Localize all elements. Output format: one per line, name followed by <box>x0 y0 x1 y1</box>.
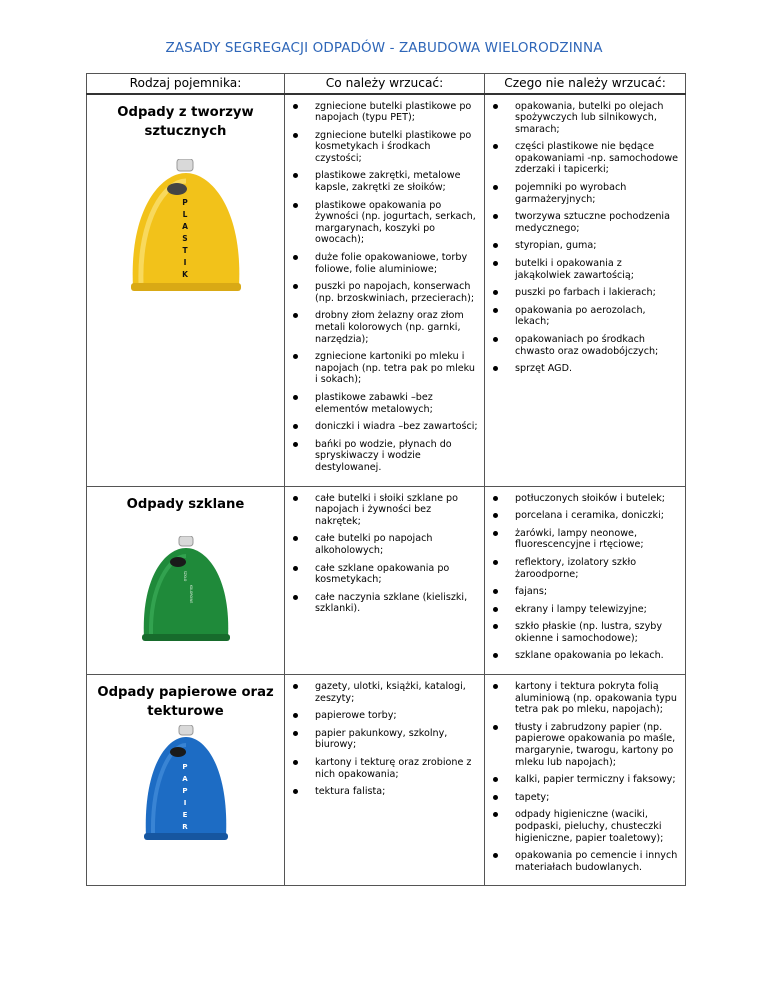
svg-text:S: S <box>181 233 188 243</box>
list-item: części plastikowe nie będące opakowaniami -np. samochodowe zderzaki i tapicerki; <box>485 141 679 176</box>
header-forbidden: Czego nie należy wrzucać: <box>485 74 686 94</box>
svg-text:A: A <box>181 775 188 784</box>
plastic-allowed-cell <box>285 94 485 487</box>
list-item: opakowania, butelki po olejach spożywczych lub silnikowych, smarach; <box>485 101 679 136</box>
list-item: tłusty i zabrudzony papier (np. papierowe opakowania po maśle, margarynie, twarogu, kartony po mleku lub napojach); <box>485 722 679 768</box>
plastic-bin-image <box>121 159 251 294</box>
list-item: szklane opakowania po lekach. <box>485 650 679 662</box>
svg-text:T: T <box>181 245 188 255</box>
paper-type-cell <box>87 675 285 886</box>
list-item: bańki po wodzie, płynach do spryskiwaczy i wodzie destylowanej. <box>285 439 478 474</box>
plastic-allowed-list <box>285 95 484 486</box>
svg-text:P: P <box>181 197 188 207</box>
paper-allowed-list <box>285 675 484 810</box>
list-item: opakowaniach po środkach chwasto oraz owadobójczych; <box>485 334 679 357</box>
list-item: puszki po farbach i lakierach; <box>485 287 679 299</box>
list-item: plastikowe zakrętki, metalowe kapsle, zakrętki ze słoików; <box>285 170 478 193</box>
list-item: plastikowe zabawki –bez elementów metalowych; <box>285 392 478 415</box>
glass-type-cell <box>87 486 285 675</box>
list-item: pojemniki po wyrobach garmażeryjnych; <box>485 182 679 205</box>
paper-allowed-cell <box>285 675 485 886</box>
list-item: całe naczynia szklane (kieliszki, szklanki). <box>285 592 478 615</box>
list-item: duże folie opakowaniowe, torby foliowe, folie aluminiowe; <box>285 252 478 275</box>
plastic-forbidden-cell <box>485 94 686 487</box>
list-item: zgniecione kartoniki po mleku i napojach (np. tetra pak po mleku i sokach); <box>285 351 478 386</box>
svg-text:P: P <box>181 787 188 796</box>
list-item: całe butelki po napojach alkoholowych; <box>285 533 478 556</box>
plastic-type-cell <box>87 94 285 487</box>
list-item: potłuczonych słoików i butelek; <box>485 493 679 505</box>
list-item: gazety, ulotki, książki, katalogi, zeszyty; <box>285 681 478 704</box>
row-plastic <box>87 94 686 487</box>
list-item: żarówki, lampy neonowe, fluorescencyjne i rtęciowe; <box>485 528 679 551</box>
paper-type-name: Odpady papierowe oraz tekturowe <box>97 685 274 720</box>
svg-text:I: I <box>183 257 186 267</box>
paper-forbidden-cell <box>485 675 686 886</box>
paper-forbidden-list <box>485 675 685 885</box>
list-item: kartony i tektura pokryta folią aluminiową (np. opakowania typu tetra pak po mleku, napojach); <box>485 681 679 716</box>
list-item: tworzywa sztuczne pochodzenia medycznego; <box>485 211 679 234</box>
list-item: papierowe torby; <box>285 710 478 722</box>
document-title: ZASADY SEGREGACJI ODPADÓW - ZABUDOWA WIELORODZINNA <box>165 40 603 56</box>
row-paper <box>87 675 686 886</box>
list-item: odpady higieniczne (waciki, podpaski, pieluchy, chusteczki higieniczne, papier toaletowy); <box>485 809 679 844</box>
glass-type-name: Odpady szklane <box>126 496 245 512</box>
list-item: puszki po napojach, konserwach (np. brzoskwiniach, przecierach); <box>285 281 478 304</box>
header-container-type: Rodzaj pojemnika: <box>87 74 285 94</box>
table-header-row <box>87 74 686 94</box>
glass-forbidden-list <box>485 487 685 675</box>
glass-allowed-list <box>285 487 484 627</box>
plastic-type-name: Odpady z tworzyw sztucznych <box>117 104 254 139</box>
list-item: kalki, papier termiczny i faksowy; <box>485 774 679 786</box>
svg-text:L: L <box>182 209 187 219</box>
list-item: tektura falista; <box>285 786 478 798</box>
list-item: tapety; <box>485 792 679 804</box>
svg-text:R: R <box>181 823 188 832</box>
list-item: doniczki i wiadra –bez zawartości; <box>285 421 478 433</box>
list-item: papier pakunkowy, szkolny, biurowy; <box>285 728 478 751</box>
list-item: styropian, guma; <box>485 240 679 252</box>
list-item: fajans; <box>485 586 679 598</box>
svg-text:I: I <box>183 799 186 808</box>
list-item: kartony i tekturę oraz zrobione z nich opakowania; <box>285 757 478 780</box>
segregation-table <box>86 73 686 886</box>
glass-allowed-cell <box>285 486 485 675</box>
list-item: sprzęt AGD. <box>485 363 679 375</box>
list-item: drobny złom żelazny oraz złom metali kolorowych (np. garnki, narzędzia); <box>285 310 478 345</box>
list-item: butelki i opakowania z jakąkolwiek zawartością; <box>485 258 679 281</box>
list-item: zgniecione butelki plastikowe po kosmetykach i środkach czystości; <box>285 130 478 165</box>
svg-text:A: A <box>181 221 188 231</box>
list-item: zgniecione butelki plastikowe po napojach (typu PET); <box>285 101 478 124</box>
header-allowed: Co należy wrzucać: <box>285 74 485 94</box>
list-item: ekrany i lampy telewizyjne; <box>485 604 679 616</box>
list-item: reflektory, izolatory szkło żaroodporne; <box>485 557 679 580</box>
glass-forbidden-cell <box>485 486 686 675</box>
list-item: porcelana i ceramika, doniczki; <box>485 510 679 522</box>
svg-text:P: P <box>181 763 188 772</box>
svg-text:SZKŁO: SZKŁO <box>182 570 187 581</box>
paper-bin-image <box>138 725 234 843</box>
svg-text:KOLOROWE: KOLOROWE <box>188 584 193 603</box>
list-item: całe butelki i słoiki szklane po napojach i żywności bez nakrętek; <box>285 493 478 528</box>
plastic-forbidden-list <box>485 95 685 387</box>
list-item: szkło płaskie (np. lustra, szyby okienne i samochodowe); <box>485 621 679 644</box>
list-item: opakowania po cemencie i innych materiałach budowlanych. <box>485 850 679 873</box>
row-glass <box>87 486 686 675</box>
glass-bin-image <box>136 536 236 644</box>
list-item: plastikowe opakowania po żywności (np. jogurtach, serkach, margarynach, koszyki po owocach); <box>285 200 478 246</box>
list-item: opakowania po aerozolach, lekach; <box>485 305 679 328</box>
list-item: całe szklane opakowania po kosmetykach; <box>285 563 478 586</box>
svg-text:K: K <box>181 269 188 279</box>
svg-text:E: E <box>182 811 187 820</box>
